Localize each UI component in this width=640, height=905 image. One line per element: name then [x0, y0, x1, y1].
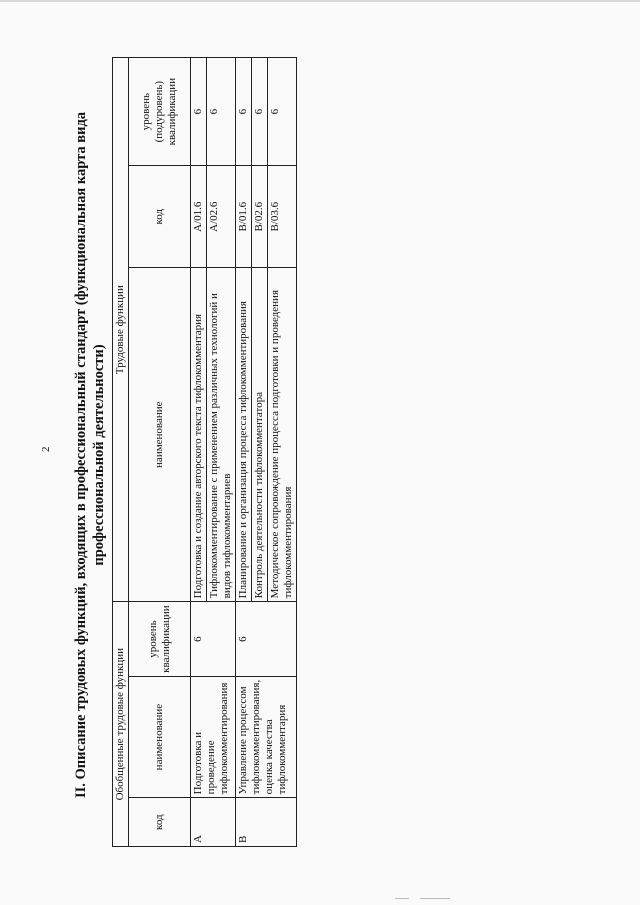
scan-smudge — [420, 898, 450, 899]
page-number: 2 — [40, 446, 52, 452]
heading-line-2: профессиональной деятельности) — [91, 344, 107, 566]
function-code: B/02.6 — [252, 166, 268, 268]
function-name: Контроль деятельности тифлокомментатора — [252, 268, 268, 602]
col-gen-level: уровень квалификации — [129, 602, 191, 676]
function-code: B/01.6 — [236, 166, 252, 268]
group-name: Подготовка и проведение тифлокомментирования — [191, 676, 236, 798]
group-header-row — [113, 58, 129, 847]
col-labor-code: код — [129, 166, 191, 268]
functional-map-table — [112, 57, 297, 847]
group-level: 6 — [191, 602, 236, 676]
function-code: A/01.6 — [191, 166, 207, 268]
group-name: Управление процессом тифлокомментирования, оценка качества тифлокомментария — [236, 676, 297, 798]
function-name: Подготовка и создание авторского текста тифлокомментария — [191, 268, 207, 602]
col-labor-name: наименование — [129, 268, 191, 602]
generalized-functions-header: Обобщенные трудовые функции — [113, 602, 129, 847]
group-code: A — [191, 798, 236, 847]
function-level: 6 — [236, 58, 252, 166]
function-code: B/03.6 — [268, 166, 297, 268]
table-row — [191, 58, 207, 847]
function-name: Методическое сопровождение процесса подготовки и проведения тифлокомментирования — [268, 268, 297, 602]
section-heading — [72, 55, 108, 855]
function-level: 6 — [207, 58, 236, 166]
group-code: B — [236, 798, 297, 847]
function-level: 6 — [252, 58, 268, 166]
heading-line-1: II. Описание трудовых функций, входящих в профессиональный стандарт (функциональная карта вида — [73, 111, 89, 799]
col-code: код — [129, 798, 191, 847]
column-header-row — [129, 58, 191, 847]
function-level: 6 — [191, 58, 207, 166]
col-labor-level: уровень (подуровень) квалификации — [129, 58, 191, 166]
table-row — [236, 58, 252, 847]
function-name: Планирование и организация процесса тифлокомментирования — [236, 268, 252, 602]
labor-functions-header: Трудовые функции — [113, 58, 129, 602]
col-gen-name: наименование — [129, 676, 191, 798]
function-level: 6 — [268, 58, 297, 166]
group-level: 6 — [236, 602, 297, 676]
function-code: A/02.6 — [207, 166, 236, 268]
function-name: Тифлокомментирование с применением различных технологий и видов тифлокомментариев — [207, 268, 236, 602]
scan-smudge — [395, 898, 409, 899]
